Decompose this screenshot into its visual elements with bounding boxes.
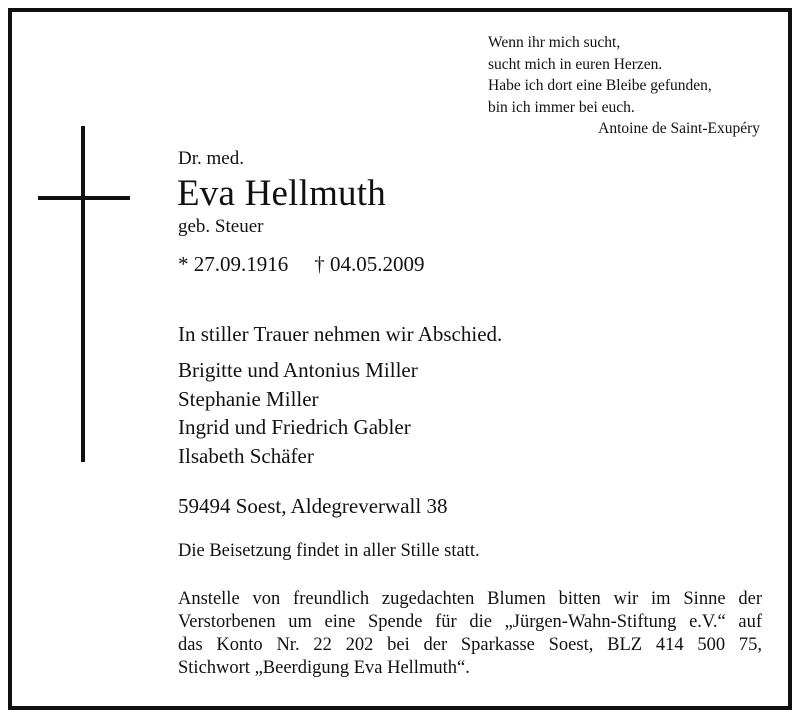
quote-author: Antoine de Saint-Exupéry xyxy=(598,120,760,138)
cross-vertical-bar xyxy=(81,126,85,462)
death-date: † 04.05.2009 xyxy=(314,252,425,276)
memorial-quote xyxy=(488,32,768,140)
deceased-name: Eva Hellmuth xyxy=(177,173,386,214)
donation-request xyxy=(178,588,762,680)
quote-line: Wenn ihr mich sucht, xyxy=(488,34,621,51)
mourner: Ilsabeth Schäfer xyxy=(178,443,314,468)
mourner: Stephanie Miller xyxy=(178,386,319,411)
quote-line: sucht mich in euren Herzen. xyxy=(488,55,663,73)
quote-line: Habe ich dort eine Bleibe gefunden, xyxy=(488,77,712,95)
address: 59494 Soest, Aldegreverwall 38 xyxy=(178,494,448,518)
donation-line: das Konto Nr. 22 202 bei der Sparkasse Soest, BLZ 414 500 75, xyxy=(178,635,762,655)
academic-title: Dr. med. xyxy=(178,148,244,169)
mourners-list xyxy=(178,356,418,470)
donation-line: Anstelle von freundlich zugedachten Blumen bitten wir im Sinne der xyxy=(178,589,762,609)
mourner: Ingrid und Friedrich Gabler xyxy=(178,415,411,439)
birth-date: * 27.09.1916 xyxy=(178,252,289,276)
cross-horizontal-bar xyxy=(38,196,130,200)
mourner: Brigitte und Antonius Miller xyxy=(178,358,418,382)
donation-line: Stichwort „Beerdigung Eva Hellmuth“. xyxy=(178,658,470,678)
quote-line: bin ich immer bei euch. xyxy=(488,98,635,116)
funeral-note: Die Beisetzung findet in aller Stille statt. xyxy=(178,541,480,561)
life-dates xyxy=(178,252,425,277)
donation-line: Verstorbenen um eine Spende für die „Jürgen-Wahn-Stiftung e.V.“ auf xyxy=(178,612,762,632)
mourning-line: In stiller Trauer nehmen wir Abschied. xyxy=(178,322,503,346)
maiden-name: geb. Steuer xyxy=(178,216,264,237)
